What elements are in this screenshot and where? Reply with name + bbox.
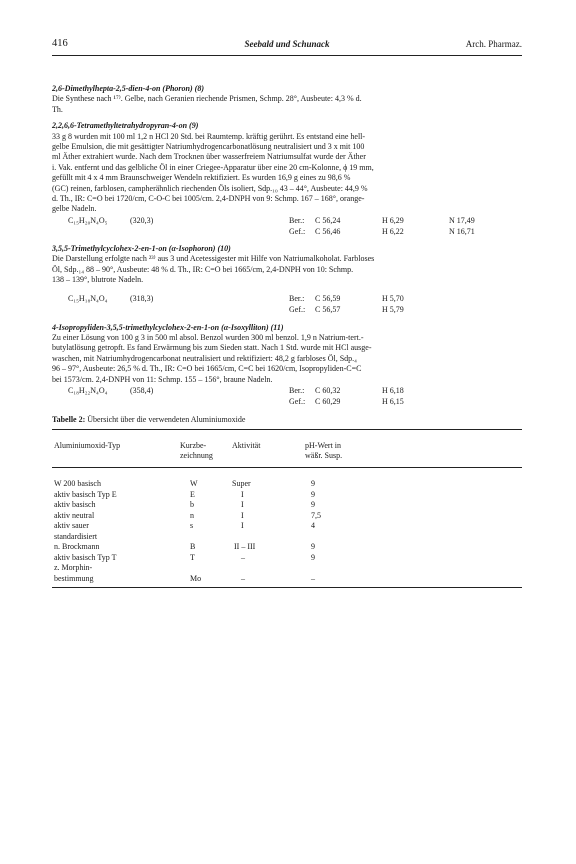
table-cell: s: [190, 521, 194, 531]
text-line: gelbe Emulsion, die mit gesättigter Natriumhydrogencarbonatlösung neutralisiert und 3 x mit 100: [52, 142, 365, 152]
table-cell: Super: [232, 479, 251, 489]
table-cell: T: [190, 552, 195, 562]
table-cell: 9: [311, 489, 315, 499]
table-top-rule: [52, 429, 522, 430]
text-line: ml Äther extrahiert wurde. Nach dem Trocknen über wasserfreiem Natriumsulfat wurde der Äther: [52, 152, 366, 162]
table-cell: 4: [311, 521, 315, 531]
table-cell: II – III: [234, 542, 256, 552]
table-cell: W 200 basisch: [54, 479, 101, 489]
section-isophorone: [52, 244, 522, 317]
text-line: (GC) reinen, farblosen, campherähnlich riechenden Öls isoliert, Sdp.₁₀ 43 – 44°, Ausbeute: 44,9 %: [52, 183, 368, 193]
molecular-weight: (320,3): [130, 215, 154, 225]
header-rule: [52, 55, 522, 56]
journal-name: Arch. Pharmaz.: [465, 39, 522, 49]
elemental-analysis: [52, 216, 522, 239]
text-line: 138 – 139°, blutrote Nadeln.: [52, 275, 144, 285]
text-line: d. Th., IR: C=O bei 1720/cm, C-O-C bei 1005/cm. 2,4-DNPH von 9: Schmp. 167 – 168°, orange-: [52, 194, 365, 204]
table-caption-label: Tabelle 2:: [52, 414, 86, 424]
table-cell: I: [241, 510, 244, 520]
calculated-label: Ber.:: [289, 293, 305, 303]
calculated-c: C 56,59: [315, 293, 341, 303]
table-header-rule: [52, 467, 522, 468]
table-cell: 9: [311, 500, 315, 510]
calculated-h: H 6,29: [382, 215, 404, 225]
column-header-ph: pH-Wert in: [305, 441, 342, 451]
aluminium-oxide-table: [52, 429, 522, 633]
table-cell: –: [241, 552, 245, 562]
table-cell: Mo: [190, 573, 202, 583]
column-header-type: Aluminiumoxid-Typ: [54, 441, 121, 451]
table-cell: n. Brockmann: [54, 542, 100, 552]
table-bottom-rule: [52, 587, 522, 588]
text-line: waschen, mit Natriumhydrogencarbonat neutralisiert und rektifiziert: 48,2 g farbloses Öl, Sdp.₄: [52, 353, 357, 363]
table-cell: I: [241, 521, 244, 531]
text-line: Zu einer Lösung von 100 g 3 in 500 ml absol. Benzol wurden 300 ml benzol. 1,9 n Natrium-tert.-: [52, 332, 364, 342]
calculated-c: C 60,32: [315, 385, 341, 395]
table-cell: aktiv basisch Typ T: [54, 552, 117, 562]
text-line: gefüllt mit 4 x 4 mm Braunschweiger Wendeln rektifiziert. Es wurden 16,9 g eines zu 98,6 %: [52, 173, 351, 183]
found-c: C 56,57: [315, 304, 341, 314]
found-h: H 6,15: [382, 396, 404, 406]
molecular-formula: C₁₅H₂₀N₄O₅: [68, 215, 108, 225]
table-cell: bestimmung: [54, 573, 94, 583]
found-c: C 56,46: [315, 226, 341, 236]
found-label: Gef.:: [289, 304, 306, 314]
table-cell: aktiv sauer: [54, 521, 89, 531]
table-cell: W: [190, 479, 198, 489]
column-header-abbrev: Kurzbe-: [180, 441, 207, 451]
text-line: Th.: [52, 104, 63, 114]
text-line: i. Vak. entfernt und das gelbliche Öl in einer Criegee-Apparatur über eine 20 cm-Kolonne, ϕ 19 mm,: [52, 162, 374, 172]
found-h: H 6,22: [382, 226, 404, 236]
molecular-weight: (358,4): [130, 385, 154, 395]
found-label: Gef.:: [289, 396, 306, 406]
text-line: Die Darstellung erfolgte nach ²³⁾ aus 3 und Acetessigester mit Hilfe von Natriumalkoholat. Farbloses: [52, 254, 375, 264]
calculated-c: C 56,24: [315, 215, 341, 225]
table-cell: b: [190, 500, 194, 510]
section-phoron: [52, 84, 522, 115]
column-header-abbrev: zeichnung: [180, 451, 213, 461]
table-cell: –: [311, 573, 315, 583]
table-cell: E: [190, 489, 195, 499]
table-cell: aktiv basisch Typ E: [54, 489, 117, 499]
text-line: 33 g 8 wurden mit 100 ml 1,2 n HCl 20 Std. bei Raumtemp. kräftig gerührt. Es entstand eine hell-: [52, 131, 366, 141]
running-header: [52, 38, 522, 52]
page: [52, 38, 522, 583]
molecular-formula: C₁₈H₂₂N₄O₄: [68, 385, 108, 395]
table-cell: I: [241, 489, 244, 499]
found-c: C 60,29: [315, 396, 341, 406]
page-number: 416: [52, 38, 68, 49]
found-label: Gef.:: [289, 226, 306, 236]
table-caption-text: Übersicht über die verwendeten Aluminiumoxide: [87, 414, 246, 424]
found-n: N 16,71: [449, 226, 475, 236]
calculated-label: Ber.:: [289, 385, 305, 395]
text-line: Öl, Sdp.₁₄ 88 – 90°, Ausbeute: 48 % d. Th., IR: C=O bei 1665/cm, 2,4-DNPH von 10: Schmp.: [52, 264, 354, 274]
text-line: gelbe Nadeln.: [52, 204, 97, 214]
table-cell: –: [241, 573, 245, 583]
calculated-label: Ber.:: [289, 215, 305, 225]
table-cell: 9: [311, 542, 315, 552]
text-line: bei 1573/cm. 2,4-DNPH von 11: Schmp. 155 – 156°, braune Nadeln.: [52, 374, 273, 384]
text-line: Die Synthese nach ¹⁷⁾. Gelbe, nach Geranien riechende Prismen, Schmp. 28°, Ausbeute: 4,3 % d.: [52, 94, 362, 104]
table-cell: 7,5: [311, 510, 321, 520]
section-tetramethyltetrahydropyranone: [52, 121, 522, 239]
table-cell: aktiv basisch: [54, 500, 96, 510]
molecular-weight: (318,3): [130, 293, 154, 303]
table-cell: I: [241, 500, 244, 510]
elemental-analysis: [52, 294, 522, 317]
running-authors: Seebald und Schunack: [244, 39, 330, 49]
calculated-h: H 6,18: [382, 385, 404, 395]
table-cell: aktiv neutral: [54, 510, 95, 520]
section-title: 2,2,6,6-Tetramethyltetrahydropyran-4-on (9): [52, 121, 199, 131]
section-title: 4-Isopropyliden-3,5,5-trimethylcyclohex-2-en-1-on (α-Isoxylliton) (11): [52, 322, 284, 332]
article-body: [52, 84, 522, 633]
molecular-formula: C₁₅H₁₈N₄O₄: [68, 293, 108, 303]
calculated-n: N 17,49: [449, 215, 475, 225]
table-cell: standardisiert: [54, 531, 98, 541]
text-line: butylatlösung getropft. Es fand Erwärmung bis zum Sieden statt. Nach 1 Std. wurde mit HCl ausge-: [52, 343, 372, 353]
table-cell: 9: [311, 552, 315, 562]
text-line: 96 – 97°, Ausbeute: 26,5 % d. Th., IR: C=O bei 1665/cm, C=C bei 1620/cm, Isopropyliden-C=C: [52, 364, 362, 374]
table-cell: 9: [311, 479, 315, 489]
table-caption: [52, 415, 522, 425]
elemental-analysis: [52, 386, 522, 409]
calculated-h: H 5,70: [382, 293, 404, 303]
section-title: 2,6-Dimethylhepta-2,5-dien-4-on (Phoron) (8): [52, 84, 204, 93]
table-cell: z. Morphin-: [54, 563, 93, 573]
table-cell: n: [190, 510, 194, 520]
section-title: 3,5,5-Trimethylcyclohex-2-en-1-on (α-Isophoron) (10): [52, 243, 231, 253]
section-isoxylitone: [52, 323, 522, 409]
table-cell: B: [190, 542, 196, 552]
column-header-activity: Aktivität: [232, 441, 261, 451]
found-h: H 5,79: [382, 304, 404, 314]
column-header-ph: wäßr. Susp.: [305, 451, 343, 461]
